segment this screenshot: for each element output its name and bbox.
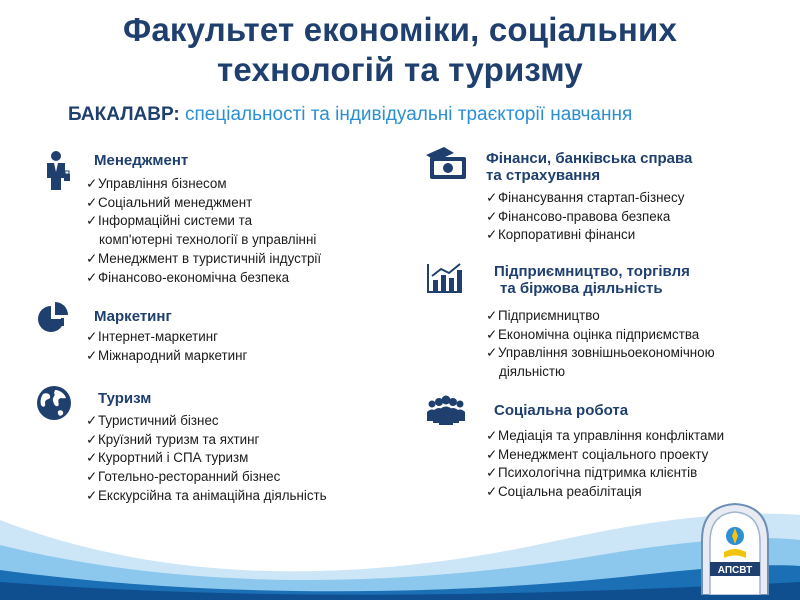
subtitle-degree: БАКАЛАВР:	[68, 104, 180, 125]
check-icon: ✓	[86, 176, 98, 191]
list-item: ✓Міжнародний маркетинг	[86, 347, 247, 366]
list-item: ✓Інформаційні системи та	[86, 212, 321, 231]
list-item: ✓Соціальний менеджмент	[86, 194, 321, 213]
section-title: Маркетинг	[94, 308, 172, 325]
section-title: Фінанси, банківська справа та страхування	[486, 150, 693, 184]
check-icon: ✓	[86, 431, 98, 447]
list-item: ✓Корпоративні фінанси	[486, 226, 684, 245]
check-icon: ✓	[86, 194, 98, 210]
check-icon: ✓	[86, 269, 98, 285]
people-group-icon	[426, 395, 466, 425]
check-icon: ✓	[86, 347, 98, 363]
subtitle-description: спеціальності та індивідуальні траєкторії навчання	[179, 104, 633, 125]
check-icon: ✓	[86, 469, 98, 485]
list-item: ✓Менеджмент соціального проекту	[486, 446, 724, 465]
globe-icon	[36, 385, 72, 421]
check-icon: ✓	[486, 227, 498, 243]
list-item: ✓Управління зовнішньоекономічною	[486, 344, 715, 363]
item-list	[86, 328, 247, 365]
businessman-icon	[36, 150, 76, 190]
check-icon: ✓	[486, 345, 498, 361]
page-title-line-2: технологій та туризму	[217, 51, 583, 88]
check-icon: ✓	[486, 484, 498, 500]
list-item: ✓Медіація та управління конфліктами	[486, 427, 724, 446]
page-title-line-1: Факультет економіки, соціальних	[122, 11, 678, 48]
page-subtitle	[68, 102, 788, 128]
list-item: ✓Соціальна реабілітація	[486, 483, 724, 502]
list-item: ✓Управління бізнесом	[86, 175, 321, 194]
list-item: ✓Круїзний туризм та яхтинг	[86, 431, 327, 450]
bar-chart-icon	[426, 262, 464, 294]
item-list	[486, 307, 715, 382]
list-item: ✓Інтернет-маркетинг	[86, 328, 247, 347]
list-item: ✓Туристичний бізнес	[86, 412, 327, 431]
check-icon: ✓	[486, 190, 498, 205]
section-title: Підприємництво, торгівля та біржова діяльність	[494, 263, 690, 297]
list-item: ✓Менеджмент в туристичній індустрії	[86, 250, 321, 269]
list-item: ✓Готельно-ресторанний бізнес	[86, 468, 327, 487]
section-title: Соціальна робота	[494, 402, 629, 419]
check-icon: ✓	[86, 450, 98, 466]
check-icon: ✓	[486, 208, 498, 224]
check-icon: ✓	[86, 329, 98, 344]
list-item-continuation: комп'ютерні технології в управлінні	[99, 232, 317, 248]
check-icon: ✓	[86, 250, 98, 266]
check-icon: ✓	[86, 213, 98, 229]
list-item: ✓Екскурсійна та анімаційна діяльність	[86, 487, 327, 506]
page-title	[0, 10, 800, 90]
check-icon: ✓	[486, 446, 498, 462]
list-item: ✓Підприємництво	[486, 307, 715, 326]
logo-text: АПСВТ	[717, 565, 753, 576]
list-item-continuation: діяльністю	[499, 364, 566, 380]
check-icon: ✓	[86, 487, 98, 503]
item-list	[486, 189, 684, 245]
list-item: ✓Фінансово-правова безпека	[486, 208, 684, 227]
decorative-wave	[0, 470, 800, 600]
list-item: ✓Економічна оцінка підприємства	[486, 326, 715, 345]
check-icon: ✓	[486, 428, 498, 443]
check-icon: ✓	[86, 413, 98, 428]
check-icon: ✓	[486, 326, 498, 342]
section-title: Туризм	[98, 390, 152, 407]
academy-logo	[698, 500, 772, 595]
list-item: ✓Фінансування стартап-бізнесу	[486, 189, 684, 208]
list-item: ✓Курортний і СПА туризм	[86, 449, 327, 468]
list-item: ✓Фінансово-економічна безпека	[86, 269, 321, 288]
check-icon: ✓	[486, 465, 498, 481]
section-title: Менеджмент	[94, 152, 189, 169]
list-item: ✓Психологічна підтримка клієнтів	[486, 464, 724, 483]
money-icon	[424, 145, 468, 183]
pie-chart-icon	[36, 302, 70, 336]
item-list	[86, 175, 321, 287]
check-icon: ✓	[486, 308, 498, 323]
